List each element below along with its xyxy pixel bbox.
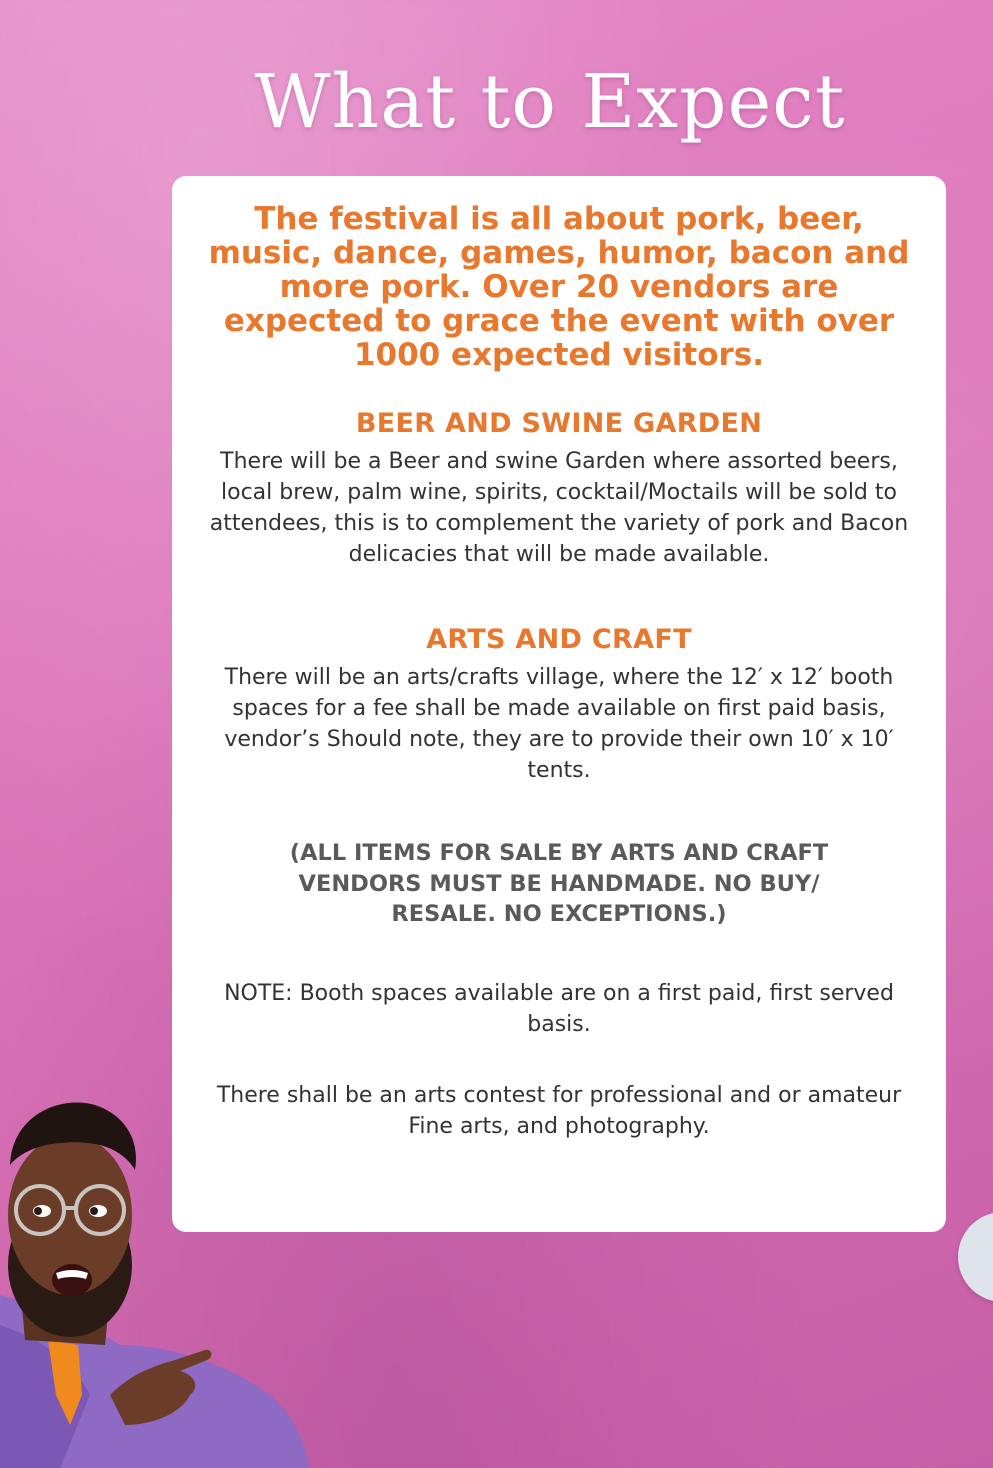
page-title: What to Expect bbox=[254, 59, 846, 145]
info-card bbox=[172, 176, 946, 1232]
arts-contest-text: There shall be an arts contest for professional and or amateur Fine arts, and photography. bbox=[216, 1082, 902, 1139]
pointing-man-image bbox=[0, 1095, 320, 1468]
section-body-arts-craft: There will be an arts/crafts village, where the 12′ x 12′ booth spaces for a fee shall be made available on first paid basis, vendor’s Should note, they are to provide their own 10′ x 10′ tents. bbox=[224, 665, 894, 783]
next-page-button[interactable] bbox=[958, 1212, 993, 1302]
section-body-beer-garden: There will be a Beer and swine Garden where assorted beers, local brew, palm wine, spirits, cocktail/Moctails will be sold to attendees, this is to complement the variety of pork and Bacon delicacies that will be made available. bbox=[209, 449, 909, 567]
booth-note: NOTE: Booth spaces available are on a first paid, first served basis. bbox=[224, 980, 894, 1037]
intro-text: The festival is all about pork, beer, music, dance, games, humor, bacon and more pork. Over 20 vendors are expected to grace the event with over 1000 expected visitors. bbox=[208, 201, 910, 373]
section-heading-arts-craft: ARTS AND CRAFT bbox=[426, 624, 692, 655]
handmade-notice: (ALL ITEMS FOR SALE BY ARTS AND CRAFT VENDORS MUST BE HANDMADE. NO BUY/ RESALE. NO EXCEPTIONS.) bbox=[289, 840, 829, 927]
section-heading-beer-garden: BEER AND SWINE GARDEN bbox=[355, 408, 763, 439]
